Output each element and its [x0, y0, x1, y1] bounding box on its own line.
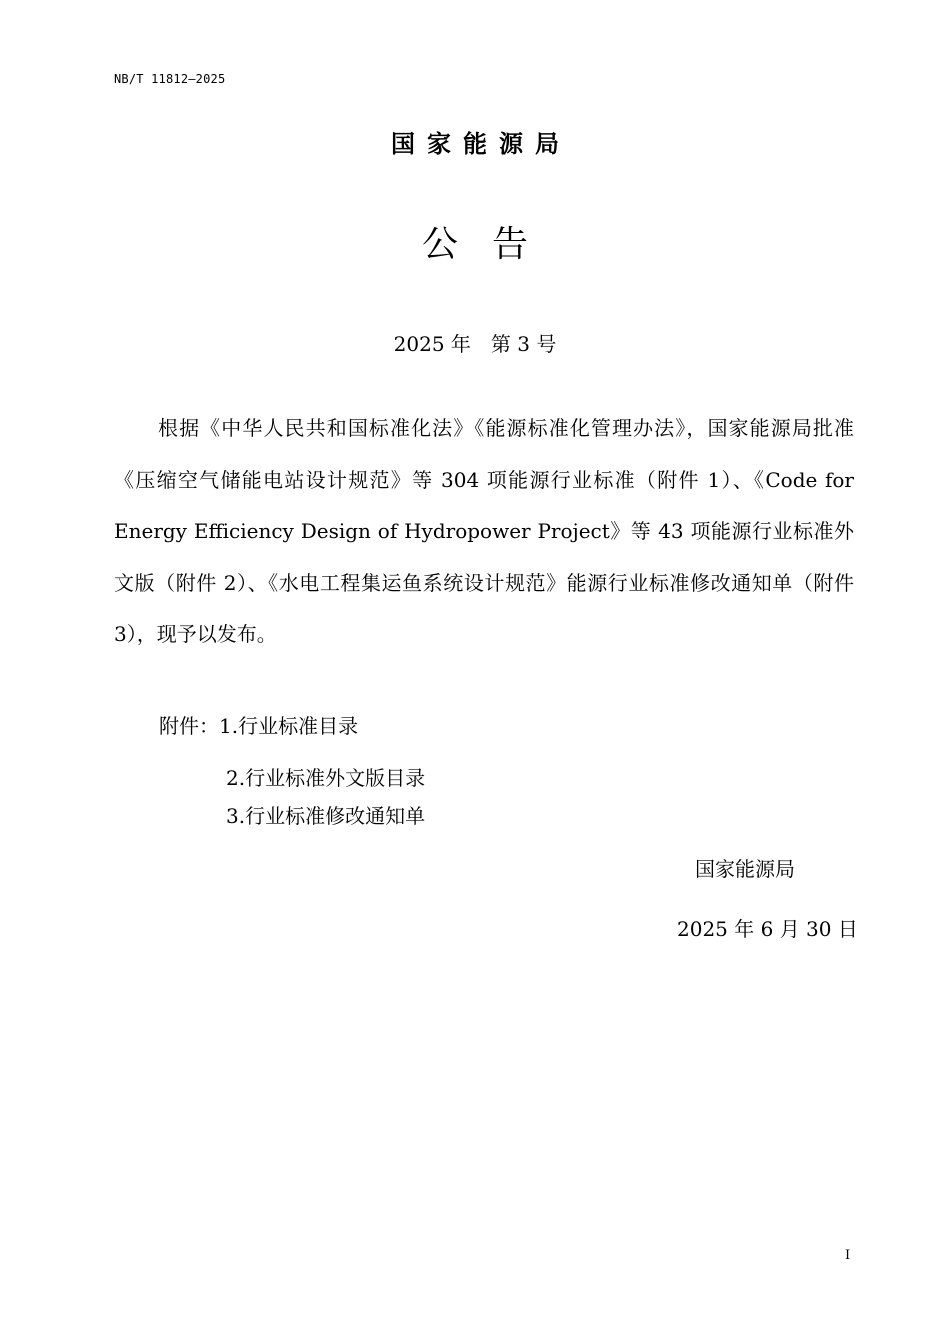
signature-date: 2025 年 6 月 30 日	[677, 917, 858, 941]
attachment-item-1: 附件：1.行业标准目录	[159, 714, 359, 738]
standard-number: NB/T 11812—2025	[114, 72, 226, 86]
signature-issuer: 国家能源局	[695, 857, 795, 881]
notice-body: 根据《中华人民共和国标准化法》《能源标准化管理办法》，国家能源局批准《压缩空气储能电站设计规范》等 304 项能源行业标准（附件 1）、《Code for Energy Efficiency Design of Hydropower Project》等 43 项能源行业标准外文版（附件 2）、《水电工程集运鱼系统设计规范》能源行业标准修改通知单（附件 3），现予以发布。	[114, 416, 854, 646]
notice-title: 公告	[421, 224, 562, 265]
page-number: I	[845, 1248, 851, 1263]
notice-number: 2025 年 第 3 号	[393, 332, 557, 356]
attachment-item-3: 3.行业标准修改通知单	[226, 804, 426, 828]
attachment-item-2: 2.行业标准外文版目录	[226, 766, 426, 790]
issuer-heading: 国家能源局	[391, 130, 571, 158]
